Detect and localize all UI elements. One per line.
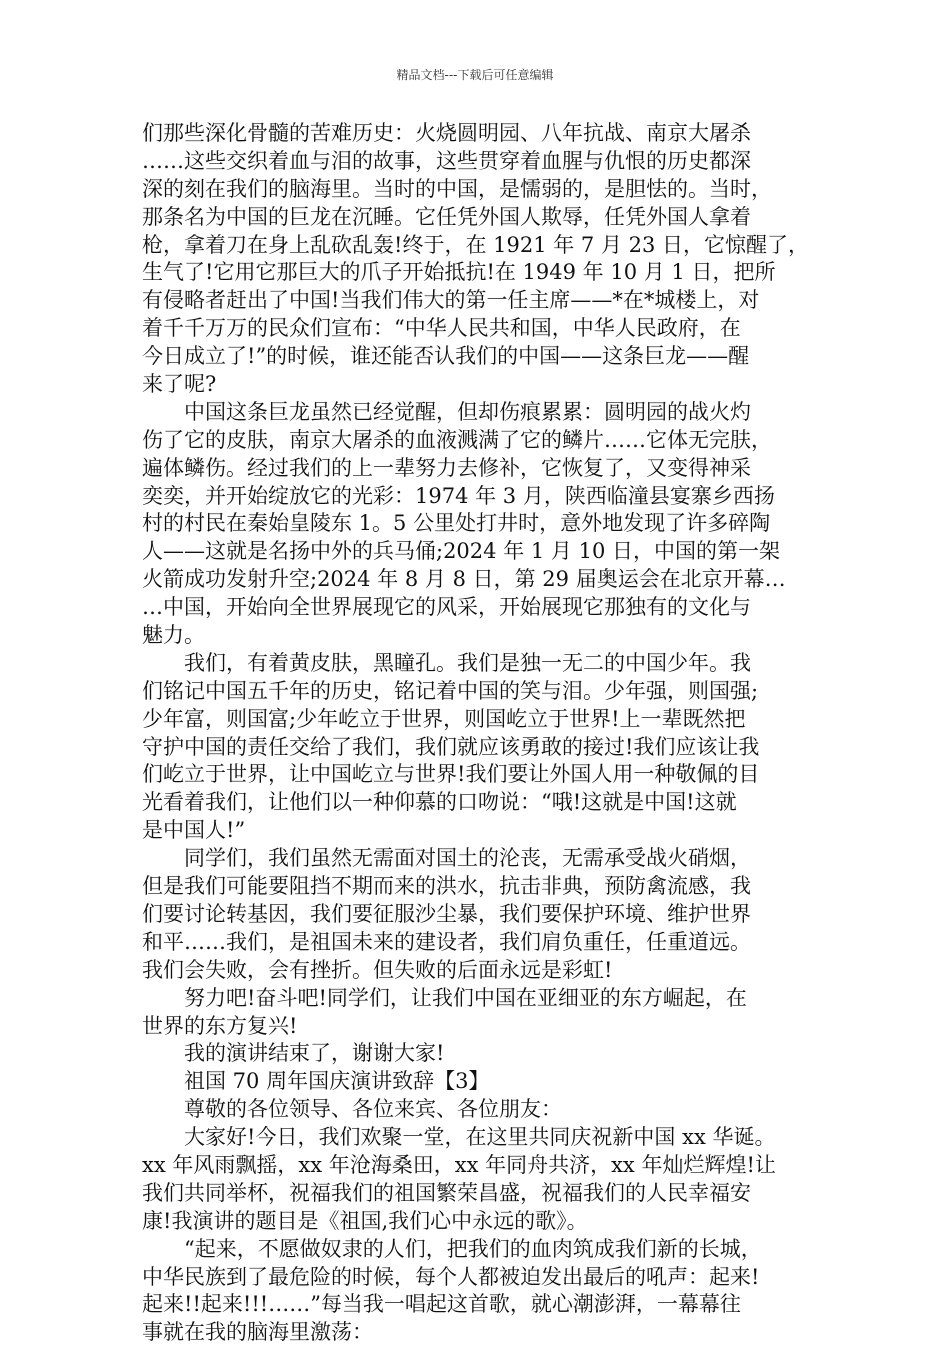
text-line: …中国，开始向全世界展现它的风采，开始展现它那独有的文化与 [142,595,751,620]
text-line: 祖国 70 周年国庆演讲致辞【3】 [142,1069,490,1094]
text-line: 大家好!今日，我们欢聚一堂，在这里共同庆祝新中国 xx 华诞。 [142,1125,776,1150]
text-line: 伤了它的皮肤，南京大屠杀的血液溅满了它的鳞片……它体无完肤， [142,427,772,452]
text-line: 尊敬的各位领导、各位来宾、各位朋友： [142,1097,562,1122]
text-line: 生气了!它用它那巨大的爪子开始抵抗!在 1949 年 10 月 1 日，把所 [142,260,776,285]
document-body [142,120,830,1347]
text-line: 我们，有着黄皮肤，黑瞳孔。我们是独一无二的中国少年。我 [142,650,751,675]
text-line: 少年富，则国富;少年屹立于世界，则国屹立于世界!上一辈既然把 [142,706,746,731]
text-line: 我们共同举杯，祝福我们的祖国繁荣昌盛，祝福我们的人民幸福安 [142,1180,751,1205]
text-line: 枪，拿着刀在身上乱砍乱轰!终于，在 1921 年 7 月 23 日，它惊醒了， [142,232,810,257]
text-line: 有侵略者赶出了中国!当我们伟大的第一任主席——*在*城楼上，对 [142,288,760,313]
text-line: 魅力。 [142,623,205,648]
text-line: 中国这条巨龙虽然已经觉醒，但却伤痕累累：圆明园的战火灼 [142,399,751,424]
text-line: 我的演讲结束了，谢谢大家! [142,1041,445,1066]
text-line: 和平……我们，是祖国未来的建设者，我们肩负重任，任重道远。 [142,929,751,954]
text-line: 守护中国的责任交给了我们，我们就应该勇敢的接过!我们应该让我 [142,734,760,759]
text-line: 着千千万万的民众们宣布：“中华人民共和国，中华人民政府，在 [142,316,741,341]
text-line: 遍体鳞伤。经过我们的上一辈努力去修补，它恢复了，又变得神采 [142,455,751,480]
page-header: 精品文档---下载后可任意编辑 [396,68,554,82]
text-line: 同学们，我们虽然无需面对国土的沦丧，无需承受战火硝烟， [142,846,751,871]
text-line: 光看着我们，让他们以一种仰慕的口吻说：“哦!这就是中国!这就 [142,790,737,815]
text-line: 村的村民在秦始皇陵东 1。5 公里处打井时，意外地发现了许多碎陶 [142,511,771,536]
text-line: 是中国人!” [142,818,246,843]
text-line: 今日成立了!”的时候，谁还能否认我们的中国——这条巨龙——醒 [142,344,750,369]
text-line: 们屹立于世界，让中国屹立与世界!我们要让外国人用一种敬佩的目 [142,762,760,787]
text-line: 我们会失败，会有挫折。但失败的后面永远是彩虹! [142,957,613,982]
text-line: 事就在我的脑海里激荡： [142,1320,373,1345]
text-line: 们要讨论转基因，我们要征服沙尘暴，我们要保护环境、维护世界 [142,901,751,926]
text-line: 来了呢? [142,372,217,397]
text-line: 努力吧!奋斗吧!同学们，让我们中国在亚细亚的东方崛起，在 [142,985,747,1010]
text-line: 们那些深化骨髓的苦难历史：火烧圆明园、八年抗战、南京大屠杀 [142,121,751,145]
text-line: ……这些交织着血与泪的故事，这些贯穿着血腥与仇恨的历史都深 [142,148,751,173]
text-line: 那条名为中国的巨龙在沉睡。它任凭外国人欺辱，任凭外国人拿着 [142,204,751,229]
text-line: 人——这就是名扬中外的兵马俑;2024 年 1 月 10 日，中国的第一架 [142,539,780,564]
text-line: 世界的东方复兴! [142,1013,298,1038]
text-line: 奕奕，并开始绽放它的光彩：1974 年 3 月，陕西临潼县宴寨乡西扬 [142,483,775,508]
text-line: 起来!!起来!!!……”每当我一唱起这首歌，就心潮澎湃，一幕幕往 [142,1292,741,1317]
text-line: 们铭记中国五千年的历史，铭记着中国的笑与泪。少年强，则国强; [142,678,759,703]
text-line: 深的刻在我们的脑海里。当时的中国，是懦弱的，是胆怯的。当时， [142,176,772,201]
text-line: 但是我们可能要阻挡不期而来的洪水，抗击非典，预防禽流感，我 [142,874,751,899]
text-line: 康!我演讲的题目是《祖国,我们心中永远的歌》。 [142,1208,588,1233]
text-line: 火箭成功发射升空;2024 年 8 月 8 日，第 29 届奥运会在北京开幕… [142,567,786,592]
text-line: xx 年风雨飘摇，xx 年沧海桑田，xx 年同舟共济，xx 年灿烂辉煌!让 [142,1152,776,1177]
text-line: 中华民族到了最危险的时候，每个人都被迫发出最后的吼声：起来! [142,1264,760,1289]
text-line: “起来，不愿做奴隶的人们，把我们的血肉筑成我们新的长城， [142,1236,762,1261]
